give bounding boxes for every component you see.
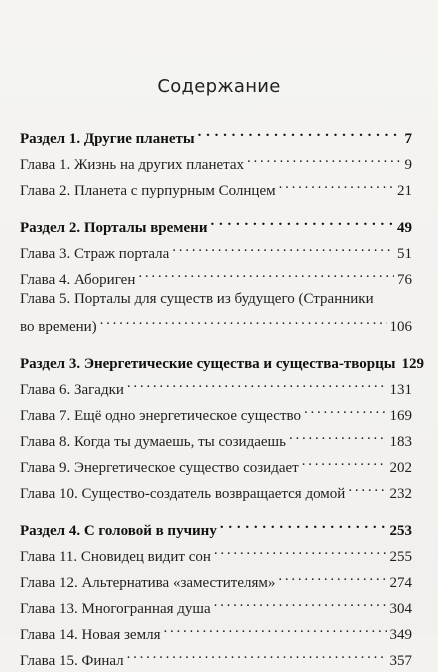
toc-chapter[interactable] bbox=[20, 540, 412, 565]
toc-page-number: 304 bbox=[389, 601, 412, 617]
toc-chapter[interactable] bbox=[20, 425, 412, 450]
toc-section[interactable] bbox=[20, 514, 412, 539]
table-of-contents bbox=[20, 122, 424, 669]
toc-section[interactable] bbox=[20, 347, 424, 372]
toc-chapter[interactable] bbox=[20, 237, 412, 262]
toc-page-number: 106 bbox=[389, 319, 412, 335]
toc-chapter[interactable] bbox=[20, 373, 412, 398]
toc-page-number: 232 bbox=[389, 486, 412, 502]
leader-dots bbox=[100, 310, 387, 331]
toc-chapter-label: Глава 2. Планета с пурпурным Солнцем bbox=[20, 183, 276, 199]
toc-section[interactable] bbox=[20, 122, 412, 147]
toc-chapter[interactable] bbox=[20, 310, 412, 335]
toc-section-label: Раздел 1. Другие планеты bbox=[20, 131, 195, 147]
toc-chapter-label: Глава 14. Новая земля bbox=[20, 627, 161, 643]
toc-chapter-label: Глава 11. Сновидец видит сон bbox=[20, 549, 211, 565]
toc-chapter-label: Глава 10. Существо-создатель возвращается домой bbox=[20, 486, 346, 502]
toc-page-number: 129 bbox=[401, 356, 424, 372]
toc-page-number: 183 bbox=[389, 434, 412, 450]
toc-page-number: 131 bbox=[389, 382, 412, 398]
leader-dots bbox=[304, 399, 387, 420]
toc-page-number: 202 bbox=[389, 460, 412, 476]
leader-dots bbox=[302, 451, 387, 472]
leader-dots bbox=[172, 237, 394, 258]
toc-page-number: 255 bbox=[389, 549, 412, 565]
toc-chapter[interactable] bbox=[20, 263, 412, 288]
toc-page-number: 357 bbox=[389, 653, 412, 669]
toc-page-number: 169 bbox=[389, 408, 412, 424]
toc-chapter[interactable] bbox=[20, 148, 412, 173]
toc-chapter[interactable] bbox=[20, 399, 412, 424]
toc-chapter-label: Глава 4. Абориген bbox=[20, 272, 136, 288]
toc-chapter[interactable] bbox=[20, 174, 412, 199]
toc-page-number: 274 bbox=[389, 575, 412, 591]
leader-dots bbox=[163, 618, 386, 639]
toc-section-label: Раздел 2. Порталы времени bbox=[20, 220, 208, 236]
toc-page-number: 7 bbox=[404, 131, 412, 147]
leader-dots bbox=[214, 540, 387, 561]
toc-chapter[interactable] bbox=[20, 451, 412, 476]
toc-section[interactable] bbox=[20, 211, 412, 236]
toc-page-number: 76 bbox=[397, 272, 412, 288]
toc-chapter-label-line2: во времени) bbox=[20, 319, 97, 335]
leader-dots bbox=[278, 566, 386, 587]
leader-dots bbox=[220, 514, 387, 535]
toc-chapter-label: Глава 12. Альтернатива «заместителям» bbox=[20, 575, 276, 591]
toc-chapter-label: Глава 3. Страж портала bbox=[20, 246, 170, 262]
leader-dots bbox=[127, 644, 387, 665]
toc-page-number: 51 bbox=[397, 246, 412, 262]
toc-chapter-label: Глава 9. Энергетическое существо созидает bbox=[20, 460, 299, 476]
leader-dots bbox=[138, 263, 394, 284]
leader-dots bbox=[198, 122, 402, 143]
leader-dots bbox=[348, 477, 386, 498]
toc-page-number: 21 bbox=[397, 183, 412, 199]
toc-page-number: 9 bbox=[404, 157, 412, 173]
leader-dots bbox=[214, 592, 387, 613]
toc-page-number: 349 bbox=[389, 627, 412, 643]
page-title: Содержание bbox=[157, 76, 281, 97]
leader-dots bbox=[279, 174, 394, 195]
leader-dots bbox=[289, 425, 387, 446]
leader-dots bbox=[247, 148, 401, 169]
toc-chapter[interactable] bbox=[20, 592, 412, 617]
toc-chapter-label: Глава 7. Ещё одно энергетическое существо bbox=[20, 408, 301, 424]
toc-chapter[interactable] bbox=[20, 644, 412, 669]
toc-chapter-label: Глава 6. Загадки bbox=[20, 382, 124, 398]
toc-chapter-label: Глава 8. Когда ты думаешь, ты созидаешь bbox=[20, 434, 286, 450]
toc-chapter-label: Глава 15. Финал bbox=[20, 653, 124, 669]
toc-section-label: Раздел 4. С головой в пучину bbox=[20, 523, 217, 539]
toc-chapter-label: Глава 1. Жизнь на других планетах bbox=[20, 157, 245, 173]
toc-chapter-label-line1[interactable]: Глава 5. Порталы для существ из будущего (Странники bbox=[20, 291, 374, 307]
toc-chapter-label: Глава 13. Многогранная душа bbox=[20, 601, 211, 617]
leader-dots bbox=[210, 211, 394, 232]
toc-page-number: 49 bbox=[397, 220, 412, 236]
toc-chapter[interactable] bbox=[20, 618, 412, 643]
toc-chapter[interactable] bbox=[20, 566, 412, 591]
toc-page-number: 253 bbox=[389, 523, 412, 539]
leader-dots bbox=[127, 373, 387, 394]
toc-chapter[interactable] bbox=[20, 477, 412, 502]
toc-section-label: Раздел 3. Энергетические существа и существа-творцы bbox=[20, 356, 396, 372]
